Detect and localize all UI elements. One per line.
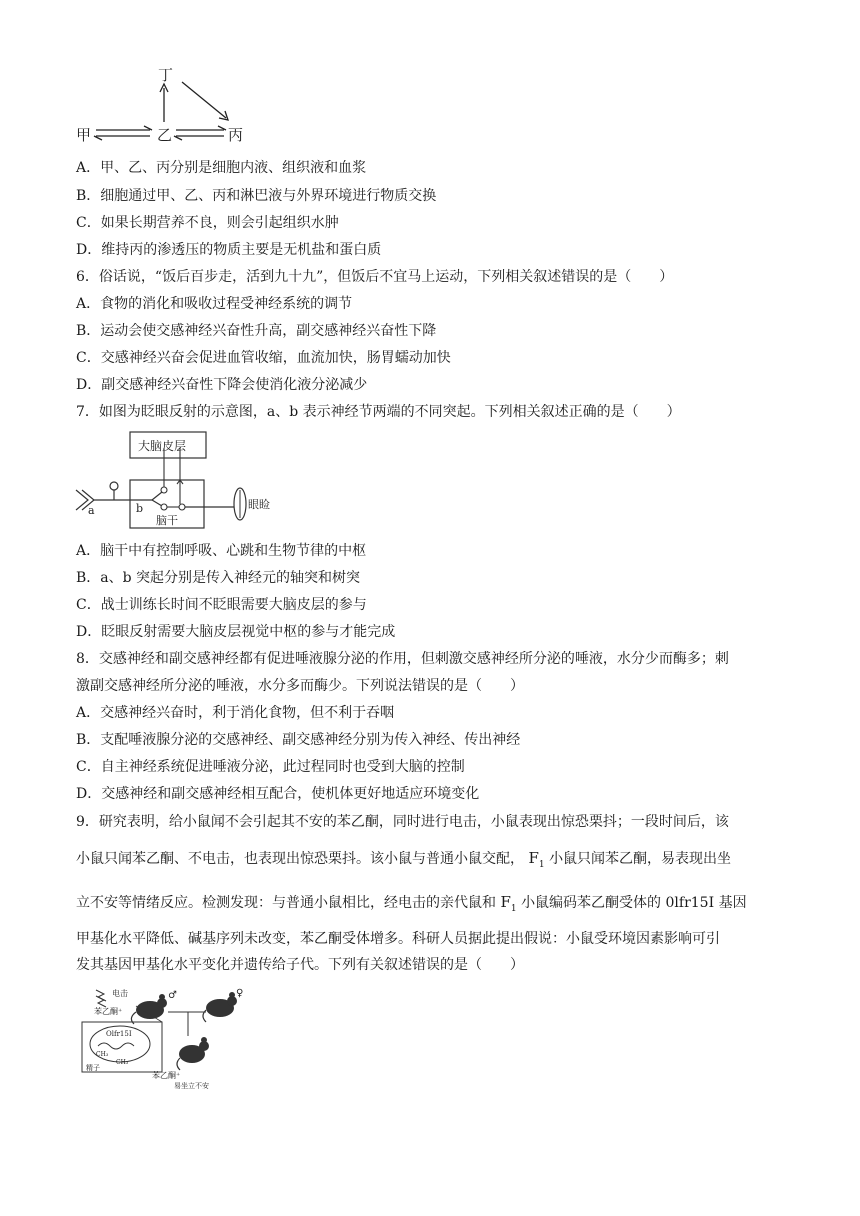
label-jia: 甲 [76, 126, 92, 144]
label-ding: 丁 [158, 66, 174, 84]
q9-line2 [76, 848, 731, 875]
label-acetophenone-offspring: 苯乙酮⁺ [152, 1071, 181, 1080]
q8-option-a: A．交感神经兴奋时，利于消化食物，但不利于吞咽 [76, 705, 395, 721]
mouse-inheritance-diagram [76, 984, 256, 1090]
label-shock: 电击 [112, 989, 128, 998]
label-gene: Olfr15I [106, 1030, 132, 1038]
q9-line3 [76, 892, 747, 919]
q6-option-b: B．运动会使交感神经兴奋性升高，副交感神经兴奋性下降 [76, 323, 437, 339]
label-brainstem: 脑干 [156, 514, 178, 527]
label-yi: 乙 [157, 126, 173, 144]
q5-option-b: B．细胞通过甲、乙、丙和淋巴液与外界环境进行物质交换 [76, 188, 437, 204]
q8-stem-line2: 激副交感神经所分泌的唾液，水分多而酶少。下列说法错误的是（ ） [76, 678, 524, 694]
label-sperm: 精子 [86, 1064, 100, 1072]
q9-line3b: 小鼠编码苯乙酮受体的 0lfr15I 基因 [521, 895, 747, 911]
q9-line5: 发其基因甲基化水平变化并遗传给子代。下列有关叙述错误的是（ ） [76, 957, 524, 973]
q5-option-a: A．甲、乙、丙分别是细胞内液、组织液和血浆 [76, 160, 367, 176]
q6-option-d: D．副交感神经兴奋性下降会使消化液分泌减少 [76, 377, 368, 393]
label-b: b [136, 502, 144, 515]
f1-symbol: $F_1$ [528, 849, 545, 870]
label-eyelid: 眼睑 [248, 498, 270, 511]
q5-option-c: C．如果长期营养不良，则会引起组织水肿 [76, 215, 339, 231]
q8-option-b: B．支配唾液腺分泌的交感神经、副交感神经分别为传入神经、传出神经 [76, 732, 521, 748]
male-symbol: ♂ [168, 990, 177, 1001]
label-ch3-b: CH₃ [116, 1059, 129, 1066]
q8-option-d: D．交感神经和副交感神经相互配合，使机体更好地适应环境变化 [76, 786, 480, 802]
q6-option-c: C．交感神经兴奋会促进血管收缩，血流加快，肠胃蠕动加快 [76, 350, 451, 366]
q6-option-a: A．食物的消化和吸收过程受神经系统的调节 [76, 296, 353, 312]
f1-symbol-2: $F_1$ [500, 893, 517, 914]
q9-line4: 甲基化水平降低、碱基序列未改变，苯乙酮受体增多。科研人员据此提出假说：小鼠受环境因素影响可引 [76, 931, 720, 947]
q9-line3a: 立不安等情绪反应。检测发现：与普通小鼠相比，经电击的亲代鼠和 [76, 895, 496, 911]
label-acetophenone-parent: 苯乙酮⁺ [94, 1007, 123, 1016]
female-symbol: ♀ [236, 988, 244, 999]
q5-option-d: D．维持丙的渗透压的物质主要是无机盐和蛋白质 [76, 242, 382, 258]
q8-stem-line1: 8．交感神经和副交感神经都有促进唾液腺分泌的作用，但刺激交感神经所分泌的唾液，水分少而酶多；刺 [76, 651, 729, 667]
q7-option-b: B．a、b 突起分别是传入神经元的轴突和树突 [76, 570, 361, 586]
mouse-female-icon [203, 992, 237, 1022]
q8-option-c: C．自主神经系统促进唾液分泌，此过程同时也受到大脑的控制 [76, 759, 465, 775]
q9-line2b: 小鼠只闻苯乙酮，易表现出坐 [549, 851, 732, 867]
label-cortex: 大脑皮层 [138, 439, 187, 453]
q6-stem: 6．俗话说，“饭后百步走，活到九十九”，但饭后不宜马上运动，下列相关叙述错误的是（ ） [76, 269, 674, 285]
q7-option-c: C．战士训练长时间不眨眼需要大脑皮层的参与 [76, 597, 367, 613]
fluid-exchange-diagram [70, 64, 260, 150]
mouse-male-icon [131, 994, 167, 1024]
q7-option-a: A．脑干中有控制呼吸、心跳和生物节律的中枢 [76, 543, 367, 559]
blink-reflex-diagram [74, 428, 274, 532]
shock-icon [96, 990, 106, 1001]
label-ch3-a: CH₃ [96, 1051, 109, 1058]
q9-line1: 9．研究表明，给小鼠闻不会引起其不安的苯乙酮，同时进行电击，小鼠表现出惊恐栗抖；一段时间后，该 [76, 814, 729, 830]
mouse-offspring-icon [177, 1037, 209, 1070]
label-bing: 丙 [228, 126, 244, 144]
q7-option-d: D．眨眼反射需要大脑皮层视觉中枢的参与才能完成 [76, 624, 396, 640]
label-restless: 易坐立不安 [174, 1082, 209, 1090]
q9-line2a: 小鼠只闻苯乙酮、不电击，也表现出惊恐栗抖。该小鼠与普通小鼠交配， [76, 851, 524, 867]
q7-stem: 7．如图为眨眼反射的示意图，a、b 表示神经节两端的不同突起。下列相关叙述正确的是（ ） [76, 404, 681, 420]
label-a: a [88, 504, 95, 517]
